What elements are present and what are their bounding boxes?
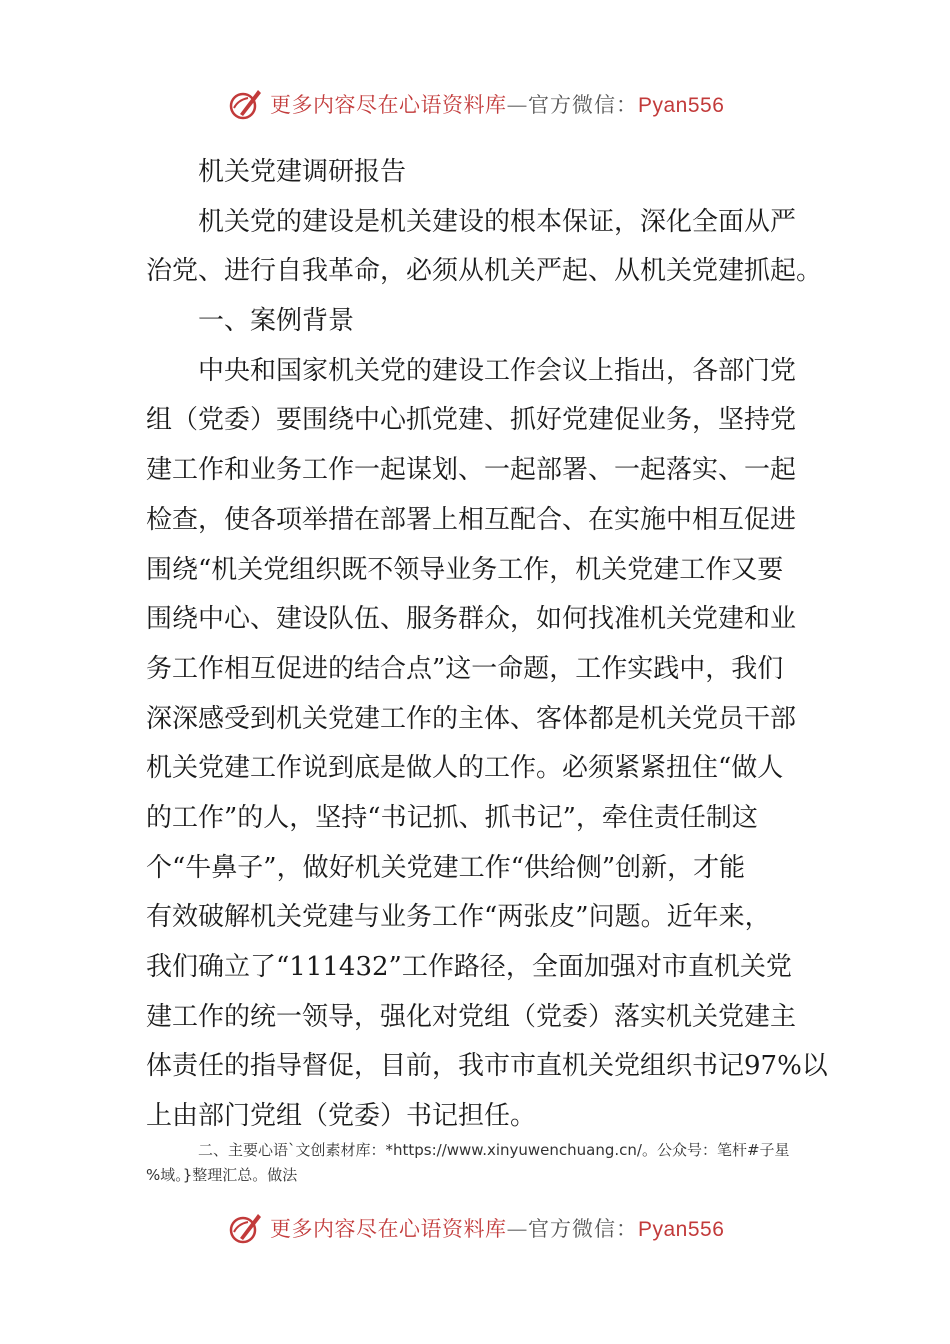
paragraph-line: 体责任的指导督促，目前，我市市直机关党组织书记97%以 (146, 1051, 828, 1082)
header-banner (228, 84, 788, 124)
paragraph-line: 建工作的统一领导，强化对党组（党委）落实机关党建主 (146, 1001, 797, 1032)
footer-banner (228, 1208, 788, 1248)
paragraph-line: 的工作”的人，坚持“书记抓、抓书记”，牵住责任制这 (146, 802, 758, 833)
paragraph-line: 治党、进行自我革命，必须从机关严起、从机关党建抓起。 (146, 256, 823, 287)
footnote-line: 二、主要心语`文创素材库：*https://www.xinyuwenchuang.cn/。公众号：笔杆#子星 (198, 1141, 790, 1159)
paragraph-line: 中央和国家机关党的建设工作会议上指出，各部门党 (198, 355, 797, 386)
paragraph-line: 组（党委）要围绕中心抓党建、抓好党建促业务，坚持党 (146, 405, 797, 436)
footnote-line: %域。}整理汇总。做法 (146, 1166, 298, 1184)
banner-main-text: 更多内容尽在心语资料库 (270, 1217, 507, 1241)
paragraph-line: 机关党建工作说到底是做人的工作。必须紧紧扭住“做人 (146, 753, 784, 784)
paragraph-line: 深深感受到机关党建工作的主体、客体都是机关党员干部 (146, 703, 797, 734)
quill-logo-icon (228, 1210, 264, 1246)
document-body (146, 148, 828, 1142)
banner-wechat-id: Pyan556 (638, 94, 725, 117)
banner-dash: — (506, 93, 528, 117)
quill-logo-icon (228, 86, 264, 122)
banner-text (270, 1213, 724, 1243)
section-heading: 一、案例背景 (198, 306, 355, 337)
footnote (146, 1138, 816, 1188)
paragraph-line: 我们确立了“111432”工作路径，全面加强对市直机关党 (146, 952, 792, 982)
banner-label: 官方微信： (528, 1217, 638, 1241)
paragraph-line: 有效破解机关党建与业务工作“两张皮”问题。近年来， (146, 902, 771, 933)
document-title: 机关党建调研报告 (198, 157, 407, 187)
paragraph-line: 围绕“机关党组织既不领导业务工作，机关党建工作又要 (146, 554, 784, 585)
paragraph-line: 检查，使各项举措在部署上相互配合、在实施中相互促进 (146, 504, 797, 535)
paragraph-line: 个“牛鼻子”，做好机关党建工作“供给侧”创新，才能 (146, 852, 746, 883)
paragraph-line: 围绕中心、建设队伍、服务群众，如何找准机关党建和业 (146, 604, 797, 635)
banner-main-text: 更多内容尽在心语资料库 (270, 93, 507, 117)
paragraph-line: 务工作相互促进的结合点”这一命题，工作实践中，我们 (146, 653, 784, 684)
banner-dash: — (506, 1217, 528, 1241)
paragraph-line: 上由部门党组（党委）书记担任。 (146, 1101, 537, 1132)
banner-wechat-id: Pyan556 (638, 1218, 725, 1241)
paragraph-line: 建工作和业务工作一起谋划、一起部署、一起落实、一起 (146, 455, 797, 486)
banner-text (270, 89, 724, 119)
banner-label: 官方微信： (528, 93, 638, 117)
paragraph-line: 机关党的建设是机关建设的根本保证，深化全面从严 (198, 206, 797, 237)
